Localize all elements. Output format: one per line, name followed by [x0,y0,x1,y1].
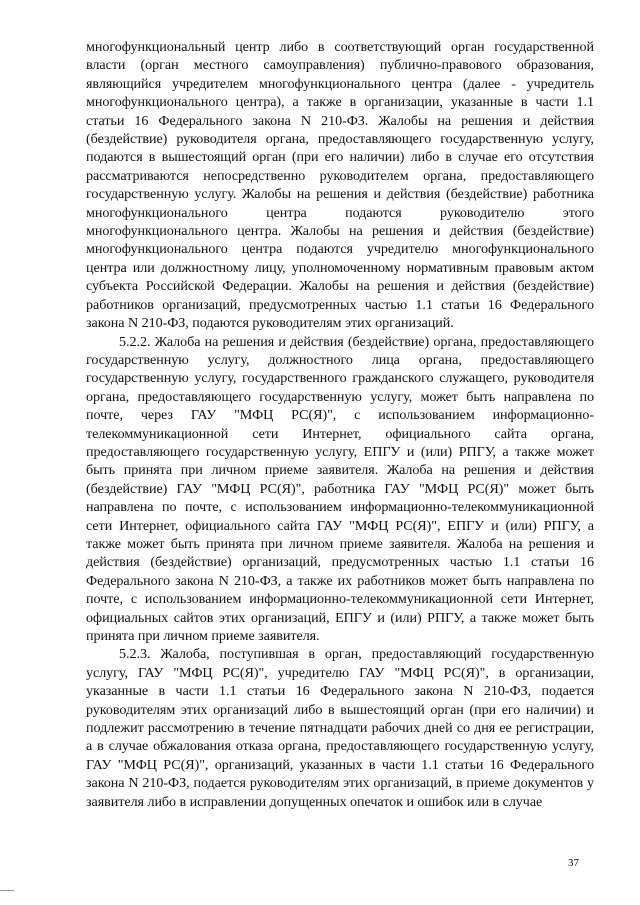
page-number: 37 [568,857,579,869]
paragraph-continued: многофункциональный центр либо в соответствующий орган государственной власти (орган местного самоуправления) публично-правового образования, являющийся учредителем многофункционального центра (далее - учредитель многофункционального центра), а также в организации, указанные в части 1.1 статьи 16 Федерального закона N 210-ФЗ. Жалобы на решения и действия (бездействие) руководителя органа, предоставляющего государственную услугу, подаются в вышестоящий орган (при его наличии) либо в случае его отсутствия рассматриваются непосредственно руководителем органа, предоставляющего государственную услугу. Жалобы на решения и действия (бездействие) работника многофункционального центра подаются руководителю этого многофункционального центра. Жалобы на решения и действия (бездействие) многофункционального центра подаются учредителю многофункционального центра или должностному лицу, уполномоченному нормативным правовым актом субъекта Российской Федерации. Жалобы на решения и действия (бездействие) работников организаций, предусмотренных частью 1.1 статьи 16 Федерального закона N 210-ФЗ, подаются руководителям этих организаций. [86,39,594,332]
scan-edge-mark [0,890,14,891]
paragraph-5-2-3: 5.2.3. Жалоба, поступившая в орган, предоставляющий государственную услугу, ГАУ "МФЦ РС(Я)", учредителю ГАУ "МФЦ РС(Я)", в организации, указанные в части 1.1 статьи 16 Федерального закона N 210-ФЗ, подается руководителям этих организаций либо в вышестоящий орган (при его наличии) и подлежит рассмотрению в течение пятнадцати рабочих дней со дня ее регистрации, а в случае обжалования отказа органа, предоставляющего государственную услугу, ГАУ "МФЦ РС(Я)", организаций, указанных в части 1.1 статьи 16 Федерального закона N 210-ФЗ, подается руководителям этих организаций, в приеме документов у заявителя либо в исправлении допущенных опечаток и ошибок или в случае [86,646,594,810]
paragraph-5-2-2: 5.2.2. Жалоба на решения и действия (бездействие) органа, предоставляющего государственную услугу, должностного лица органа, предоставляющего государственную услугу, государственного гражданского служащего, руководителя органа, предоставляющего государственную услугу, может быть направлена по почте, через ГАУ "МФЦ РС(Я)", с использованием информационно-телекоммуникационной сети Интернет, официального сайта органа, предоставляющего государственную услугу, ЕПГУ и (или) РПГУ, а также может быть принята при личном приеме заявителя. Жалоба на решения и действия (бездействие) ГАУ "МФЦ РС(Я)", работника ГАУ "МФЦ РС(Я)" может быть направлена по почте, с использованием информационно-телекоммуникационной сети Интернет, официального сайта ГАУ "МФЦ РС(Я)", ЕПГУ и (или) РПГУ, а также может быть принята при личном приеме заявителя. Жалоба на решения и действия (бездействие) организаций, предусмотренных частью 1.1 статьи 16 Федерального закона N 210-ФЗ, а также их работников может быть направлена по почте, с использованием информационно-телекоммуникационной сети Интернет, официальных сайтов этих организаций, ЕПГУ и (или) РПГУ, а также может быть принята при личном приеме заявителя. [86,333,594,644]
document-body [86,38,594,811]
